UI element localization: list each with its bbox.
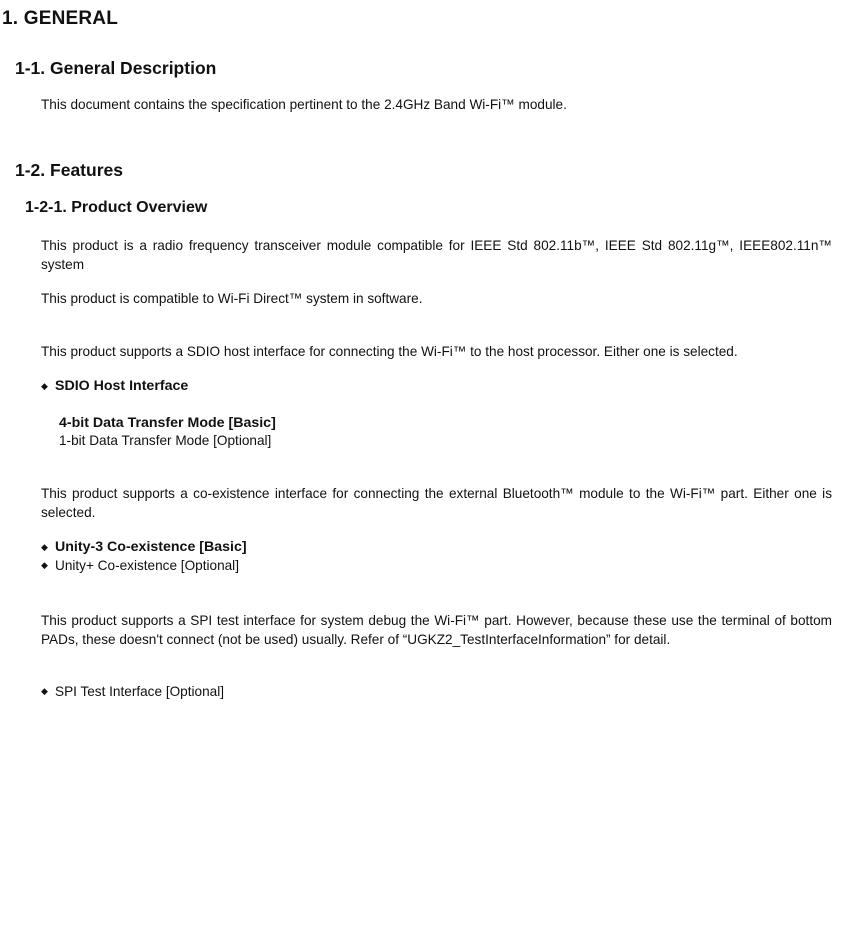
diamond-bullet-icon: ◆ [41,686,48,696]
coex-optional-item [41,558,239,573]
diamond-bullet-icon: ◆ [41,560,48,570]
sdio-mode-optional: 1-bit Data Transfer Mode [Optional] [59,433,272,448]
coex-optional-label: Unity+ Co-existence [Optional] [55,558,239,573]
general-description-heading: 1-1. General Description [15,58,217,78]
coex-basic-item [41,539,247,555]
overview-paragraph-1: This product is a radio frequency transceiver module compatible for IEEE Std 802.11b™, IEEE Std 802.11g™, IEEE802.11n™ system [41,238,832,272]
diamond-bullet-icon: ◆ [41,380,48,391]
general-description-text: This document contains the specification pertinent to the 2.4GHz Band Wi-Fi™ module. [41,97,567,112]
overview-paragraph-3: This product supports a SDIO host interface for connecting the Wi-Fi™ to the host processor. Either one is selected. [41,344,738,359]
sdio-bullet-item [41,378,188,394]
section-title: 1. GENERAL [2,8,119,29]
spi-bullet-item [41,684,224,699]
coex-basic-label: Unity-3 Co-existence [Basic] [55,539,247,555]
overview-paragraph-4: This product supports a co-existence interface for connecting the external Bluetooth™ module to the Wi-Fi™ part. Either one is selected. [41,486,832,520]
features-heading: 1-2. Features [15,160,123,180]
overview-paragraph-5: This product supports a SPI test interface for system debug the Wi-Fi™ part. However, because these use the terminal of bottom PADs, these doesn't connect (not be used) usually. Refer of “UGKZ2_TestInterfaceInformation” for detail. [41,613,832,647]
overview-paragraph-2: This product is compatible to Wi-Fi Direct™ system in software. [41,291,423,306]
sdio-mode-basic: 4-bit Data Transfer Mode [Basic] [59,415,276,431]
diamond-bullet-icon: ◆ [41,541,48,552]
sdio-bullet-label: SDIO Host Interface [55,378,189,394]
product-overview-heading: 1-2-1. Product Overview [25,199,208,216]
spi-bullet-label: SPI Test Interface [Optional] [55,684,225,699]
